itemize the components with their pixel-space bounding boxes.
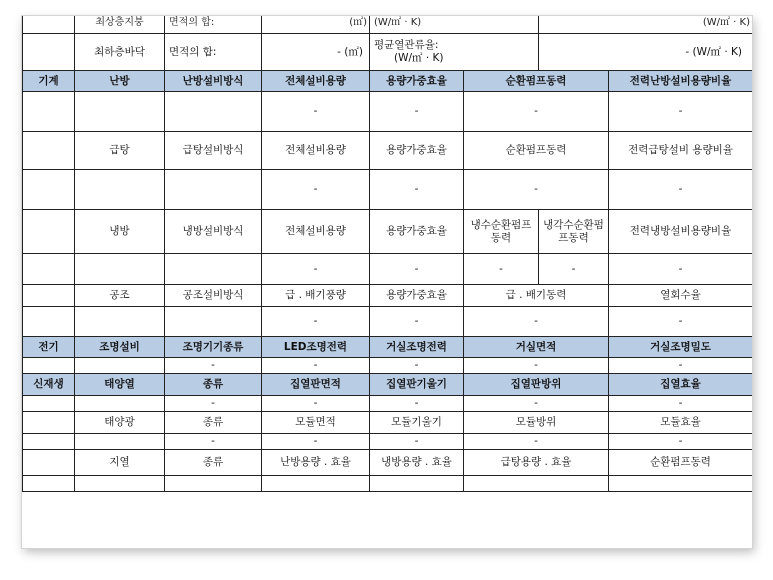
- value-cell: -: [464, 307, 609, 337]
- value-cell: [165, 307, 262, 337]
- cell: [23, 210, 75, 254]
- geothermal-value-row: [23, 476, 753, 492]
- value-cell: -: [262, 254, 370, 285]
- value-cell: -: [165, 396, 262, 412]
- header-cell: 급 . 배기풍량: [262, 285, 370, 307]
- floor-u-value: - (W/㎡ · K): [539, 34, 753, 71]
- lighting-label: 조명설비: [75, 337, 165, 358]
- floor-u-label: [370, 34, 539, 71]
- value-cell: -: [609, 358, 753, 374]
- value-cell: -: [262, 307, 370, 337]
- cell: [23, 285, 75, 307]
- cell: [75, 358, 165, 374]
- cell: [75, 396, 165, 412]
- value-cell: -: [262, 396, 370, 412]
- floor-u-caption: 평균열관류율:: [374, 39, 439, 51]
- cell: [23, 132, 75, 170]
- cell: [23, 358, 75, 374]
- header-cell: 전력냉방설비용량비율: [609, 210, 753, 254]
- header-cell: 용량가중효율: [370, 285, 464, 307]
- header-cell: 종류: [165, 450, 262, 476]
- lighting-header-row: [23, 337, 753, 358]
- header-cell: 전체설비용량: [262, 132, 370, 170]
- header-cell: 전력난방설비용량비율: [609, 71, 753, 92]
- solar-pv-value-row: [23, 434, 753, 450]
- value-cell: -: [370, 307, 464, 337]
- floor-area-value: [262, 34, 370, 71]
- heating-label: 난방: [75, 71, 165, 92]
- header-cell: 순환펌프동력: [464, 71, 609, 92]
- roof-label: 최상층지붕: [75, 16, 165, 34]
- cooling-header-row: [23, 210, 753, 254]
- header-cell: 순환펌프동력: [609, 450, 753, 476]
- value-cell: -: [464, 358, 609, 374]
- header-cell: 순환펌프동력: [464, 132, 609, 170]
- value-cell: -: [370, 92, 464, 132]
- cell: [75, 254, 165, 285]
- roof-area-label: 면적의 합:: [165, 16, 262, 34]
- header-cell: 집열판기울기: [370, 374, 464, 396]
- air-header-row: [23, 285, 753, 307]
- header-cell: LED조명전력: [262, 337, 370, 358]
- header-cell: 전체설비용량: [262, 71, 370, 92]
- section-renew: 신재생: [23, 374, 75, 396]
- section-elec: 전기: [23, 337, 75, 358]
- cell: [23, 34, 75, 71]
- header-cell: 모듈기울기: [370, 412, 464, 434]
- solar-thermal-value-row: [23, 396, 753, 412]
- header-cell: 거실조명밀도: [609, 337, 753, 358]
- value-cell: -: [464, 170, 609, 210]
- cell: [75, 92, 165, 132]
- cell: [23, 396, 75, 412]
- geothermal-header-row: [23, 450, 753, 476]
- header-cell: 냉각수순환펌프동력: [539, 210, 609, 254]
- value-cell: -: [464, 434, 609, 450]
- value-cell: -: [262, 92, 370, 132]
- value-cell: [165, 254, 262, 285]
- header-cell: 거실면적: [464, 337, 609, 358]
- solar-pv-label: 태양광: [75, 412, 165, 434]
- hotwater-label: 급탕: [75, 132, 165, 170]
- floor-u-unit: (W/㎡ · K): [394, 52, 444, 64]
- value-cell: [165, 476, 262, 492]
- roof-row: [23, 16, 753, 34]
- air-value-row: [23, 307, 753, 337]
- value-cell: -: [262, 170, 370, 210]
- value-cell: -: [464, 254, 539, 285]
- floor-area-label: 면적의 합:: [165, 34, 262, 71]
- geothermal-label: 지열: [75, 450, 165, 476]
- floor-area-unit: (㎡): [344, 45, 363, 58]
- cell: [23, 92, 75, 132]
- air-label: 공조: [75, 285, 165, 307]
- header-cell: 냉방용량 . 효율: [370, 450, 464, 476]
- header-cell: 모듈방위: [464, 412, 609, 434]
- header-cell: 난방설비방식: [165, 71, 262, 92]
- header-cell: 열회수율: [609, 285, 753, 307]
- header-cell: 거실조명전력: [370, 337, 464, 358]
- energy-report-table: [22, 16, 752, 492]
- cell: [23, 434, 75, 450]
- header-cell: 급탕용량 . 효율: [464, 450, 609, 476]
- cooling-label: 냉방: [75, 210, 165, 254]
- value-cell: [165, 170, 262, 210]
- header-cell: 전력급탕설비 용량비율: [609, 132, 753, 170]
- value-cell: -: [262, 358, 370, 374]
- value-cell: -: [609, 434, 753, 450]
- heating-header-row: [23, 71, 753, 92]
- value-cell: -: [262, 434, 370, 450]
- cell: [23, 170, 75, 210]
- header-cell: 종류: [165, 374, 262, 396]
- value-cell: -: [165, 358, 262, 374]
- header-cell: 모듈효율: [609, 412, 753, 434]
- value-cell: -: [370, 170, 464, 210]
- value-cell: -: [609, 92, 753, 132]
- value-cell: -: [370, 358, 464, 374]
- cell: [75, 170, 165, 210]
- header-cell: 급 . 배기동력: [464, 285, 609, 307]
- cell: [23, 412, 75, 434]
- value-cell: -: [370, 396, 464, 412]
- lighting-value-row: [23, 358, 753, 374]
- value-cell: [370, 476, 464, 492]
- header-cell: 집열효율: [609, 374, 753, 396]
- header-cell: 냉방설비방식: [165, 210, 262, 254]
- value-cell: [464, 476, 609, 492]
- value-cell: -: [370, 254, 464, 285]
- section-mech: 기계: [23, 71, 75, 92]
- header-cell: 모듈면적: [262, 412, 370, 434]
- header-cell: 용량가중효율: [370, 71, 464, 92]
- solar-thermal-header-row: [23, 374, 753, 396]
- cell: [75, 434, 165, 450]
- cell: [23, 254, 75, 285]
- value-cell: -: [464, 396, 609, 412]
- value-cell: -: [609, 170, 753, 210]
- floor-area-dash: -: [337, 45, 341, 58]
- header-cell: 난방용량 . 효율: [262, 450, 370, 476]
- value-cell: -: [609, 307, 753, 337]
- floor-row: [23, 34, 753, 71]
- roof-u-unit: (W/㎡ · K): [370, 16, 539, 34]
- value-cell: [262, 476, 370, 492]
- header-cell: 냉수순환펌프동력: [464, 210, 539, 254]
- solar-pv-header-row: [23, 412, 753, 434]
- value-cell: -: [165, 434, 262, 450]
- cooling-value-row: [23, 254, 753, 285]
- value-cell: -: [464, 92, 609, 132]
- floor-label: 최하층바닥: [75, 34, 165, 71]
- roof-area-unit: (㎡): [262, 16, 370, 34]
- spreadsheet-page: [22, 16, 752, 548]
- value-cell: -: [609, 396, 753, 412]
- header-cell: 급탕설비방식: [165, 132, 262, 170]
- value-cell: -: [539, 254, 609, 285]
- value-cell: -: [370, 434, 464, 450]
- header-cell: 종류: [165, 412, 262, 434]
- cell: [23, 476, 75, 492]
- cell: [75, 476, 165, 492]
- cell: [23, 450, 75, 476]
- heating-value-row: [23, 92, 753, 132]
- cell: [23, 307, 75, 337]
- header-cell: 공조설비방식: [165, 285, 262, 307]
- header-cell: 용량가중효율: [370, 132, 464, 170]
- hotwater-value-row: [23, 170, 753, 210]
- value-cell: [609, 476, 753, 492]
- header-cell: 집열판방위: [464, 374, 609, 396]
- header-cell: 용량가중효율: [370, 210, 464, 254]
- value-cell: [165, 92, 262, 132]
- header-cell: 전체설비용량: [262, 210, 370, 254]
- hotwater-header-row: [23, 132, 753, 170]
- cell: [75, 307, 165, 337]
- roof-u-value: (W/㎡ · K): [539, 16, 753, 34]
- cell: [23, 16, 75, 34]
- value-cell: -: [609, 254, 753, 285]
- header-cell: 조명기기종류: [165, 337, 262, 358]
- header-cell: 집열판면적: [262, 374, 370, 396]
- solar-thermal-label: 태양열: [75, 374, 165, 396]
